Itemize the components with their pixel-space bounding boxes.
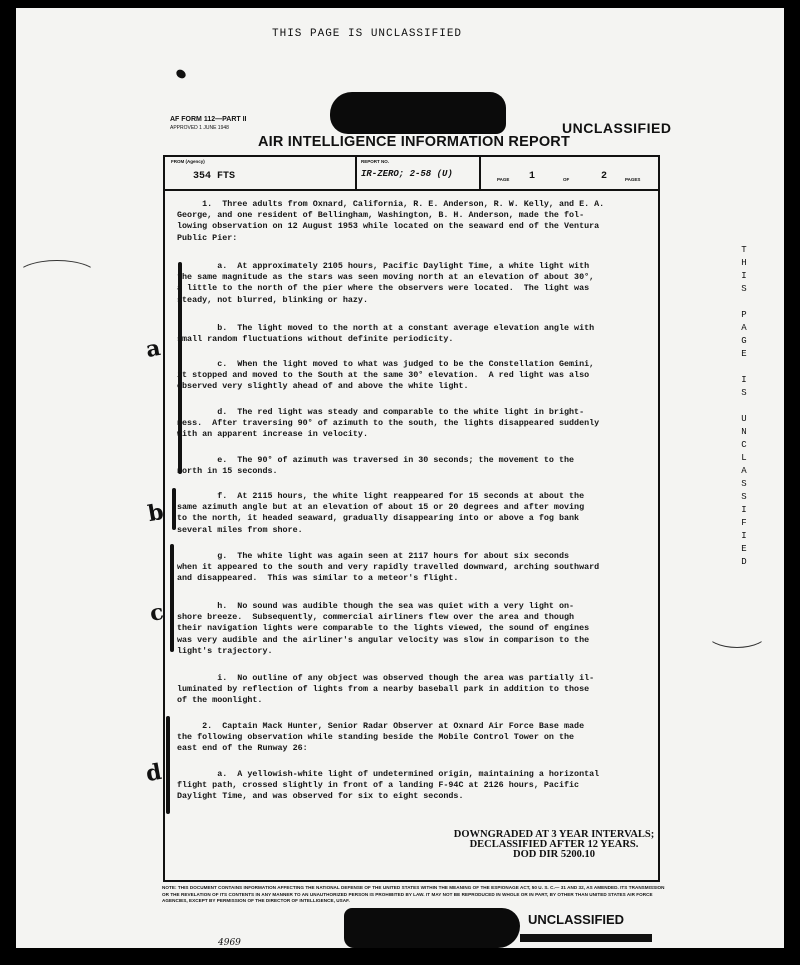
paragraph-1: 1. Three adults from Oxnard, California, R. E. Anderson, R. W. Kelly, and E. A. George, and one resident of Bellingham, Washington, B. H. Anderson, made the fol- lowing observation on 12 August 1953 while located on the seaward end of the Ventura Public Pier:: [177, 199, 605, 243]
pages-label: PAGES: [625, 177, 641, 182]
margin-annotation: b: [145, 498, 166, 528]
margin-bracket: [166, 716, 170, 814]
report-header-row: [165, 157, 658, 191]
paragraph-1c: c. When the light moved to what was judged to be the Constellation Gemini, it stopped and moved to the South at the same 30° elevation. A red light was also observed very slightly ahead of and above the white light.: [177, 359, 595, 392]
form-approved-date: APPROVED 1 JUNE 1948: [170, 125, 229, 131]
scan-artifact: [706, 618, 768, 648]
from-value: 354 FTS: [193, 171, 236, 182]
paragraph-1e: e. The 90° of azimuth was traversed in 30 seconds; the movement to the north in 15 seconds.: [177, 455, 575, 477]
report-title: AIR INTELLIGENCE INFORMATION REPORT: [258, 134, 571, 150]
paragraph-1a: a. At approximately 2105 hours, Pacific Daylight Time, a white light with the same magnitude as the stars was seen moving north at an elevation of about 30°, a little to the north of the pier where the observers were located. The light was steady, not blurred, blinking or hazy.: [177, 261, 595, 305]
espionage-act-notice: NOTE: THIS DOCUMENT CONTAINS INFORMATION AFFECTING THE NATIONAL DEFENSE OF THE UNITED STATES WITHIN THE MEANING OF THE ESPIONAGE ACT, 50 U. S. C.— 31 AND 32, AS AMENDED. ITS TRANSMISSION OR THE REVELATION OF ITS CONTENTS IN ANY MANNER TO AN UNAUTHORIZED PERSON IS PROHIBITED BY LAW. IT MAY NOT BE REPRODUCED IN WHOLE OR IN PART, BY OTHER THAN UNITED STATES AIR FORCE AGENCIES, EXCEPT BY PERMISSION OF THE DIRECTOR OF INTELLIGENCE, USAF.: [162, 885, 665, 904]
paragraph-2: 2. Captain Mack Hunter, Senior Radar Observer at Oxnard Air Force Base made the following observation while standing beside the Mobile Control Tower on the east end of the Runway 26:: [177, 721, 585, 754]
paragraph-2a: a. A yellowish-white light of undetermined origin, maintaining a horizontal flight path, crossed slightly in front of a landing F-94C at 2126 hours, Pacific Daylight Time, and was observed for six to eight seconds.: [177, 769, 600, 802]
from-label: FROM (Agency): [171, 159, 205, 164]
paragraph-1f: f. At 2115 hours, the white light reappeared for 15 seconds at about the same azimuth angle but at an elevation of about 15 or 20 degrees and after moving to the north, it headed seaward, gradually disappearing into or above a fog bank several miles from shore.: [177, 491, 585, 535]
redaction-block: [344, 908, 520, 948]
report-no-label: REPORT NO.: [361, 159, 390, 164]
margin-annotation: a: [143, 334, 163, 364]
header-divider: [355, 157, 357, 189]
header-classification-stamp: THIS PAGE IS UNCLASSIFIED: [272, 28, 463, 40]
header-divider: [479, 157, 481, 189]
paragraph-1g: g. The white light was again seen at 2117 hours for about six seconds when it appeared to the south and very rapidly travelled downward, arching southward and disappeared. This was similar to a meteor's flight.: [177, 551, 600, 584]
classification-top: UNCLASSIFIED: [562, 120, 672, 136]
paragraph-1d: d. The red light was steady and comparable to the white light in bright- ness. After traversing 90° of azimuth to the south, the lights disappeared suddenly with an apparent increase in velocity.: [177, 407, 600, 440]
margin-bracket: [172, 488, 176, 530]
form-number: AF FORM 112—PART II: [170, 116, 247, 123]
redaction-block: [330, 92, 506, 134]
report-form: [163, 155, 660, 882]
page-value: 1: [529, 171, 536, 182]
scan-artifact: [16, 260, 98, 292]
handwritten-number: 4969: [218, 938, 241, 948]
paragraph-1h: h. No sound was audible though the sea was quiet with a very light on- shore breeze. Subsequently, commercial airliners flew over the area and though their navigation lights were comparable to the lights viewed, the sound of engines was very audible and the airliner's angular velocity was slow in comparison to the light's trajectory.: [177, 601, 590, 656]
margin-bracket: [178, 262, 182, 474]
of-label: OF: [563, 177, 570, 182]
downgrade-stamp: DOWNGRADED AT 3 YEAR INTERVALS; DECLASSIFIED AFTER 12 YEARS. DOD DIR 5200.10: [453, 829, 655, 860]
margin-annotation: d: [143, 758, 164, 788]
classification-bottom: UNCLASSIFIED: [528, 912, 625, 927]
of-value: 2: [601, 171, 608, 182]
margin-annotation: c: [147, 599, 166, 627]
report-no-value: IR-ZERO; 2-58 (U): [361, 169, 453, 179]
scan-speck: [175, 68, 188, 80]
page-label: PAGE: [497, 177, 510, 182]
paragraph-1i: i. No outline of any object was observed though the area was partially il- luminated by reflection of lights from a nearby baseball park in addition to those of the moonlight.: [177, 673, 595, 706]
bottom-bar: [520, 934, 652, 942]
form-identifier: [170, 116, 247, 132]
side-classification-stamp: T H I S P A G E I S U N C L A S S I F I E D: [741, 245, 747, 567]
margin-bracket: [170, 544, 174, 652]
paragraph-1b: b. The light moved to the north at a constant average elevation angle with small random fluctuations without definite periodicity.: [177, 323, 595, 345]
